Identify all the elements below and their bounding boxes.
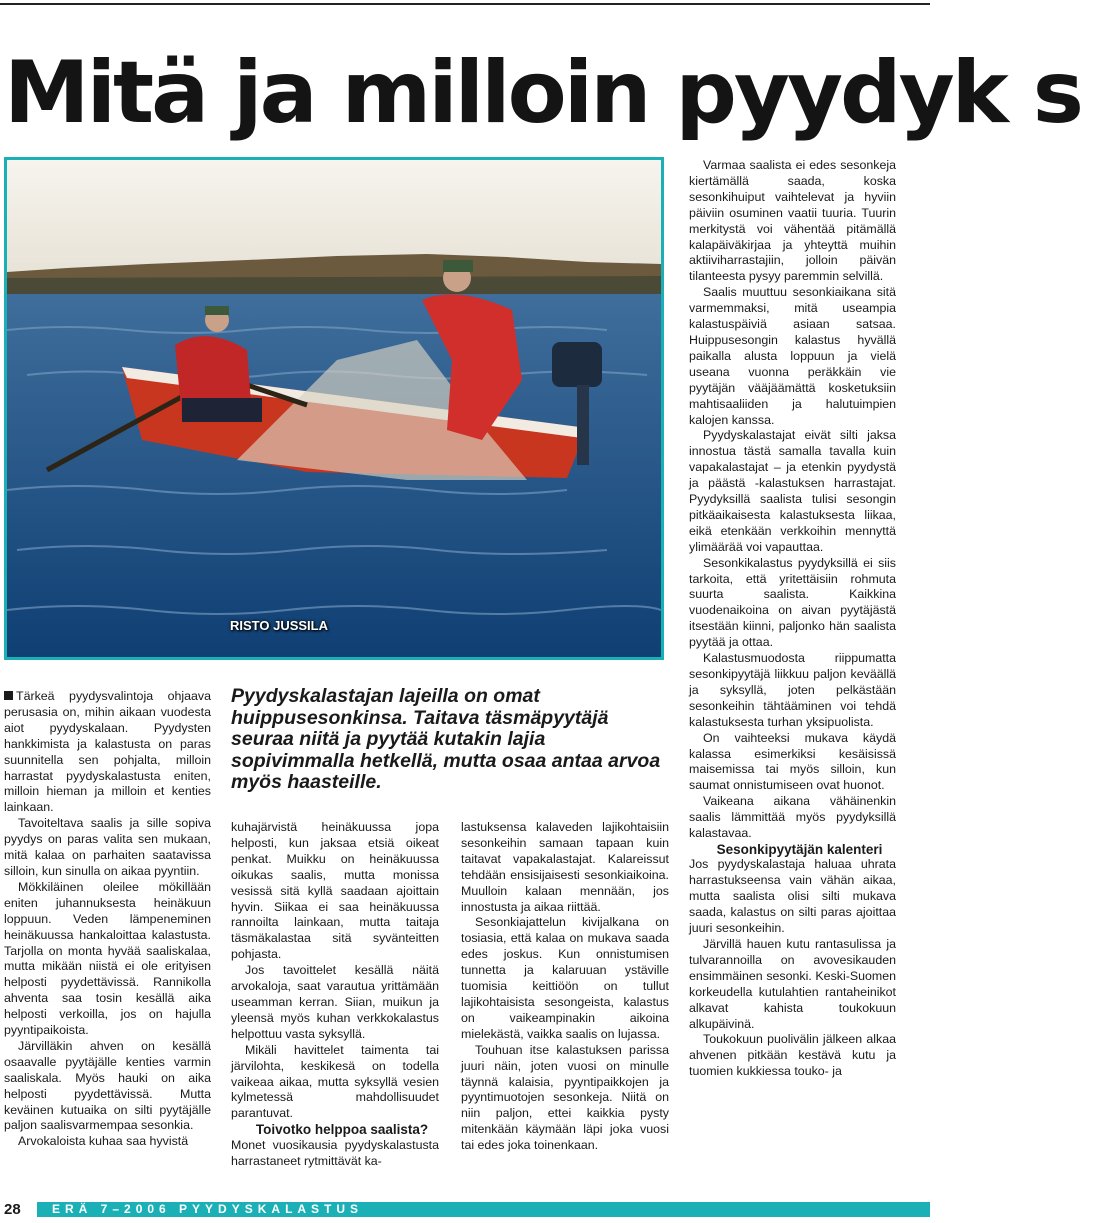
photo-credit: RISTO JUSSILA [230, 618, 329, 633]
paragraph: Järvilläkin ahven on kesällä osaavalle pyytäjälle kenties varmin saaliskala. Myös hauki on aika helposti pyydettävissä. Mutta keväinen kutuaika on silti pyytäjälle paljon saalisvarmempaa sesonkia. [4, 1038, 211, 1133]
paragraph: Sesonkiajattelun kivijalkana on tosiasia, että kalaa on mukava saada edes joskus. Kun onnistumisen tunnetta ja kalaruuan ystäville tuomisia keittiöön on tullut lajikohtaisista sesongeista, kalastus on vaikeampinakin aikoina mielekästä, vaikka saalis on lujassa. [461, 915, 669, 1041]
paragraph: Vaikeana aikana vähäinenkin saalis lämmittää myös pyydyksillä kalastavaa. [689, 794, 896, 841]
paragraph: Arvokaloista kuhaa saa hyvistä [18, 1134, 189, 1149]
subheading: Toivotko helppoa saalista? [255, 1122, 429, 1138]
boat-photo [4, 157, 664, 660]
bullet-square-icon [4, 691, 13, 700]
paragraph: On vaihteeksi mukava käydä kalassa esimerkiksi kesäisissä maisemissa tai myös silloin, kun saumat onnistumiseen ovat huonot. [689, 730, 896, 793]
paragraph: Kalastusmuodosta riippumatta sesonkipyytäjä liikkuu paljon keväällä ja syksyllä, joten pelkästään sesonkeihin tähtääminen voi tehdä kalastuksesta turhan yksipuolista. [689, 651, 896, 729]
column-2 [231, 820, 439, 1170]
paragraph: Järvillä hauen kutu rantasulissa ja tulvarannoilla on avovesikauden ensimmäinen sesonki. Keski-Suomen korkeudella kutulahtien rantaheinikot alkavat kahista toukokuun alkupäivinä. [689, 937, 896, 1031]
paragraph: Tavoiteltava saalis ja sille sopiva pyydys on paras valita sen mukaan, mitä kalaa on parhaiten saatavissa silloin, kun sinulla on aikaa pyyntiin. [4, 816, 211, 878]
headline: Mitä ja milloin pyydyk s [4, 43, 1081, 143]
footer-label: ERÄ 7–2006 PYYDYSKALASTUS [52, 1202, 364, 1216]
paragraph: Mikäli havittelet taimenta tai järvilohta, keskikesä on todella vaikeaa aikaa, mutta syksyllä vesien kylmetessä mahdollisuudet parantuvat. [231, 1042, 439, 1121]
column-1 [4, 689, 211, 1150]
paragraph: Sesonkikalastus pyydyksillä ei siis tarkoita, että yritettäisiin rohmuta suurta saalista. Kaikkina vuodenaikoina on aivan pyytäjästä itsestään kiinni, paljonko hän saalista pyytää ja ottaa. [689, 555, 896, 650]
paragraph: Varmaa saalista ei edes sesonkeja kiertämällä saada, koska sesonkihuiput vaihtelevat ja hyviin päiviin osuminen vaatii tuuria. Tuurin merkitystä voi vähentää pitämällä kalapäiväkirjaa ja yhteyttä muihin aktiiviharrastajiin, jolloin päivän tilanteesta pysyy paremmin selvillä. [689, 158, 896, 284]
paragraph: kuhajärvistä heinäkuussa jopa helposti, kun jaksaa etsiä oikeat penkat. Muikku on heinäkuussa oikukas saalis, mutta monissa vesissä sitä kyllä saadaan ajoittain hyvin. Siikaa ei saa heinäkuussa rannoilta lainkaan, mutta taitaja täsmäkalastaa sitä syvänteitten pohjasta. [231, 820, 439, 962]
lead-paragraph: Pyydyskalastajan lajeilla on omat huippusesonkinsa. Taitava täsmäpyytäjä seuraa niitä ja pyytää kutakin lajia sopivimmalla hetkellä, mutta osaa antaa arvoa myös haasteille. [231, 685, 661, 793]
paragraph: Toukokuun puolivälin jälkeen alkaa ahvenen pitkään kestävä kutu ja tuomien kukkiessa touko- ja [689, 1032, 896, 1079]
paragraph: lastuksensa kalaveden lajikohtaisiin sesonkeihin samaan tapaan kuin taitavat vapakalastajat. Kalareissut tehdään ensisijaisesti sesonkiaikoina. Muulloin kalaan mennään, jos innostusta ja aikaa riittää. [461, 820, 669, 914]
paragraph: Monet vuosikausia pyydyskalastusta harrastaneet rytmittävät ka- [231, 1137, 439, 1168]
paragraph: Tärkeä pyydysvalintoja ohjaava perusasia on, mihin aikaan vuodesta aiot pyydyskalaan. Pyydysten hankkimista ja kalastusta on paras suunnitella sen pohjalta, milloin harrastat pyydyskalastusta eniten, milloin hieman ja milloin et kenties lainkaan. [4, 689, 211, 815]
top-rule [0, 3, 930, 5]
subheading: Sesonkipyytäjän kalenteri [716, 841, 883, 857]
paragraph: Saalis muuttuu sesonkiaikana sitä varmemmaksi, mitä useampia kalastuspäiviä asiaan satsaa. Huippusesongin kalastus hyvällä paikalla alusta loppuun ja vielä useana vuonna peräkkäin vie pyytäjän vääjäämättä kosketuksiin mahtisaaliiden ja halutuimpien kalojen kanssa. [689, 285, 896, 427]
paragraph: Jos pyydyskalastaja haluaa uhrata harrastukseensa vain vähän aikaa, mutta saalista olisi silti mukava saada, kalastus on silti paras ajoittaa juuri sesonkeihin. [689, 857, 896, 936]
paragraph: Mökkiläinen oleilee mökillään eniten juhannuksesta heinäkuun loppuun. Veden lämpeneminen heinäkuussa hankaloittaa kalastusta. Tarjolla on monta hyvää saaliskalaa, mutta mikään niistä ei ole erityisen helposti pyydettävissä. Rannikolla ahventa saa tosin kesällä aika helposti verkoilla, jos on hajulla pyyntipaikoista. [4, 879, 211, 1038]
page-number: 28 [4, 1201, 21, 1218]
column-4 [689, 158, 896, 1080]
column-3 [461, 820, 669, 1154]
paragraph: Jos tavoittelet kesällä näitä arvokaloja, saat varautua yrittämään useamman kerran. Siian, muikun ja yleensä myös kuhan verkkokalastus helpottuu vasta syksyllä. [231, 963, 439, 1041]
paragraph: Pyydyskalastajat eivät silti jaksa innostua tästä samalla tavalla kuin vapakalastajat – ja etenkin pyydystä ja päästä -kalastuksen harrastajat. Pyydyksillä saalista tulisi sesongin pitkäaikaisesta kalastuksesta liikaa, eikä etenkään verkkoihin mennyttä ylimäärää voi vapauttaa. [689, 428, 896, 554]
paragraph: Touhuan itse kalastuksen parissa juuri näin, joten vuosi on minulle täynnä kalaisia, pyyntipaikkojen ja pyyntimuotojen sesonkeja. Niitä on niin paljon, ettei kaikkia pysty mitenkään käymään läpi joka vuosi tai edes joka toinenkaan. [461, 1042, 669, 1153]
